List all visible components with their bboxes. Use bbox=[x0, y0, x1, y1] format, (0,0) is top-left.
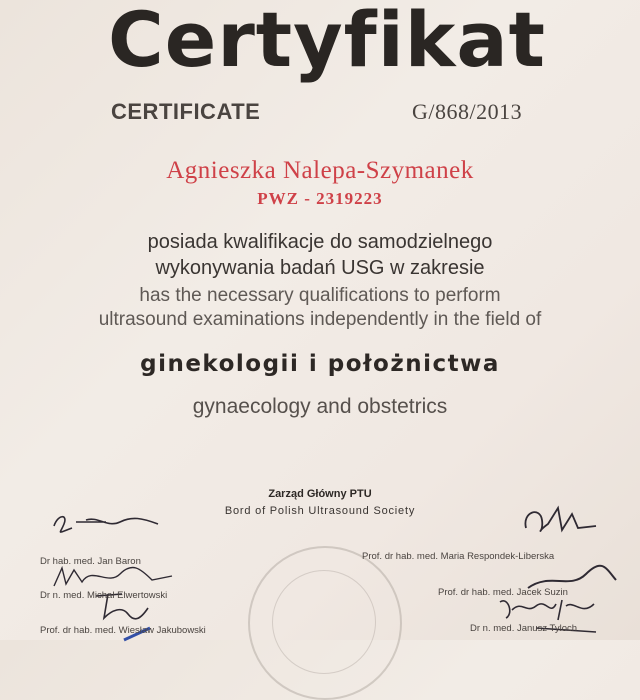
certificate-subtitle: CERTIFICATE bbox=[111, 99, 261, 124]
signatory-left-1: Dr hab. med. Jan Baron bbox=[40, 556, 141, 567]
holder-name: Agnieszka Nalepa-Szymanek bbox=[166, 157, 474, 184]
signatory-left-3: Prof. dr hab. med. Wiesław Jakubowski bbox=[40, 625, 206, 636]
signatory-left-2: Dr n. med. Michał Elwertowski bbox=[40, 590, 168, 601]
statement-pl-line-2: wykonywania badań USG w zakresie bbox=[155, 257, 485, 279]
statement-en-line-1: has the necessary qualifications to perform bbox=[139, 285, 501, 306]
society-seal-inner-ring bbox=[272, 570, 376, 674]
certificate-title: Certyfikat bbox=[108, 0, 546, 84]
signature-baron bbox=[46, 508, 166, 536]
field-pl: ginekologii i położnictwa bbox=[140, 351, 500, 377]
statement-en-line-2: ultrasound examinations independently in the field of bbox=[98, 309, 542, 330]
board-en: Bord of Polish Ultrasound Society bbox=[224, 505, 416, 517]
signatory-right-3: Dr n. med. Janusz Tyloch bbox=[470, 623, 578, 634]
board-pl: Zarząd Główny PTU bbox=[268, 488, 372, 500]
statement-pl-line-1: posiada kwalifikacje do samodzielnego bbox=[147, 231, 493, 253]
signatory-right-1: Prof. dr hab. med. Maria Respondek-Liberska bbox=[362, 551, 555, 562]
holder-pwz: PWZ - 2319223 bbox=[257, 189, 383, 208]
signatory-right-2: Prof. dr hab. med. Jacek Suzin bbox=[438, 587, 568, 598]
signature-respondek-liberska bbox=[520, 500, 610, 540]
certificate-number: G/868/2013 bbox=[412, 99, 523, 124]
field-en: gynaecology and obstetrics bbox=[192, 395, 448, 418]
